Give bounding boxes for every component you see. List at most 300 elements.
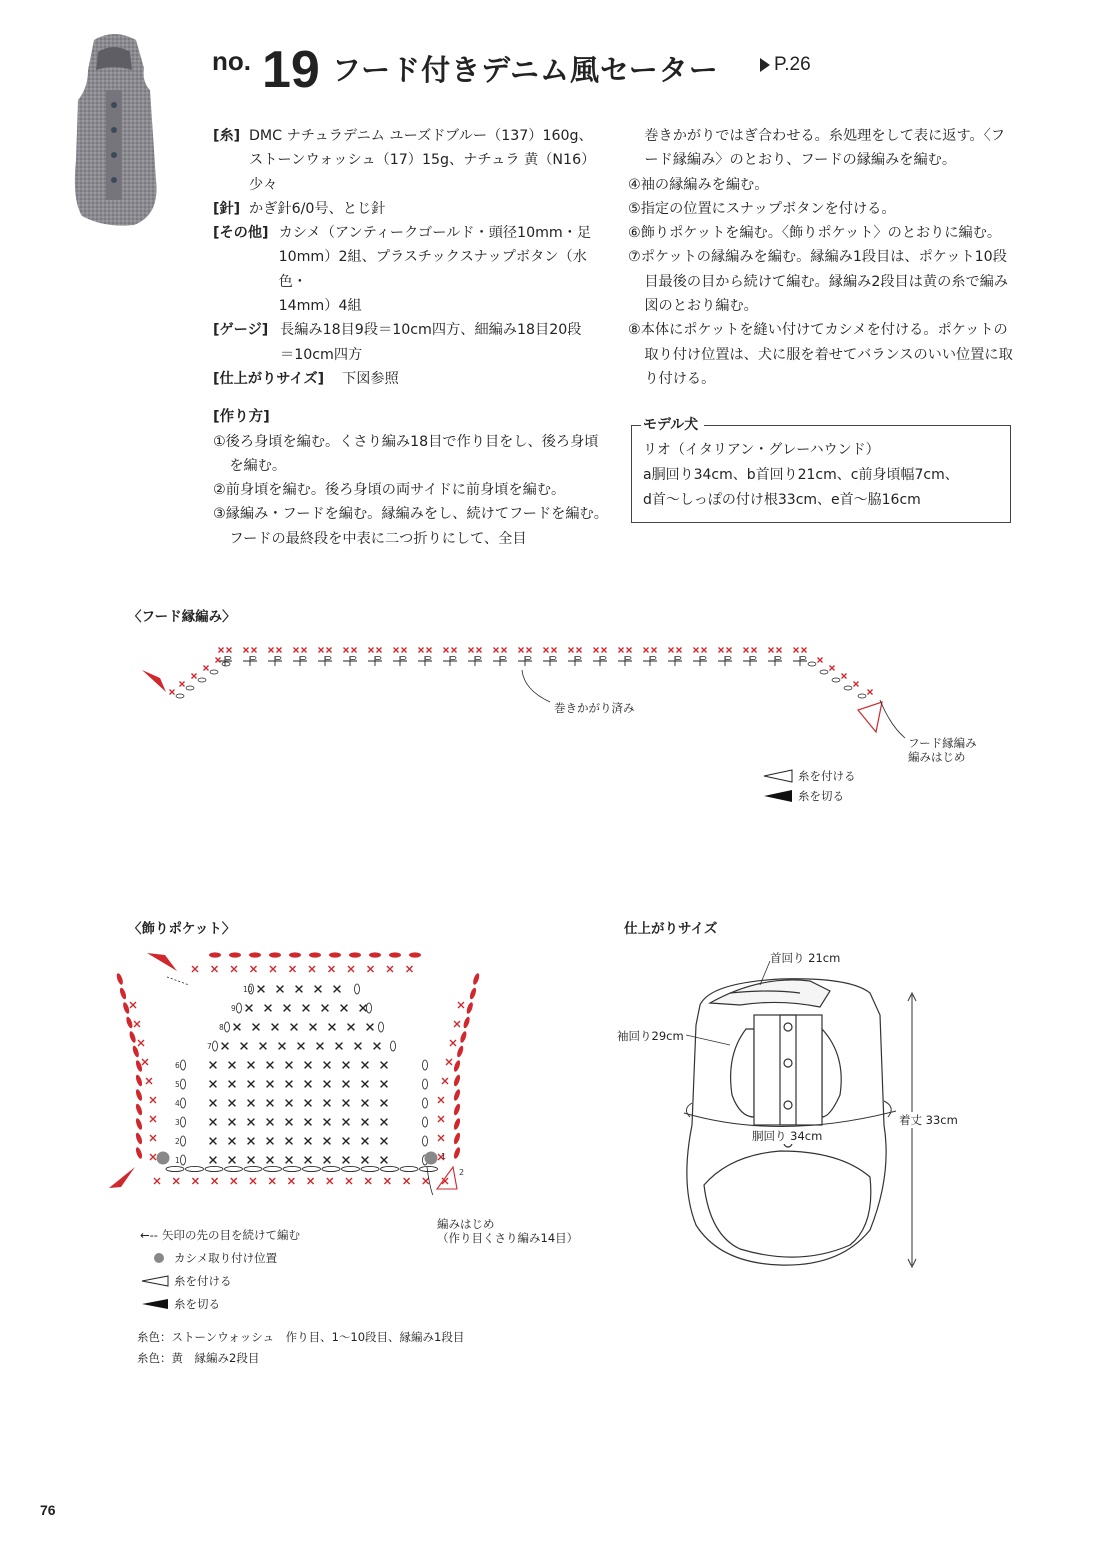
pocket-turning-chain: [379, 1022, 384, 1032]
pocket-stitch: [248, 1062, 255, 1069]
method-step: 巻きかがりではぎ合わせる。糸処理をして表に返す。〈フード縁編み〉のとおり、フードの縁編みを編む。: [644, 128, 1005, 169]
chest-arrow-right: [884, 1101, 891, 1117]
pocket-stitch: [267, 1062, 274, 1069]
pocket-stitch: [381, 1157, 388, 1164]
pocket-turning-chain: [213, 1041, 218, 1051]
hood-stitch-red: [369, 648, 374, 653]
stitch-chain: [119, 987, 128, 1000]
stitch-chain: [369, 952, 381, 957]
pocket-stitch: [286, 1062, 293, 1069]
method-step: ⑤指定の位置にスナップボタンを付ける。: [628, 200, 896, 217]
pocket-turning-chain: [181, 1098, 186, 1108]
method-heading: [作り方]: [213, 409, 270, 426]
pocket-stitch: [286, 1119, 293, 1126]
hood-chain: [222, 662, 230, 666]
stitch-chain: [456, 1045, 465, 1058]
pocket-foundation-chain: [303, 1166, 321, 1171]
stitch-chain: [122, 1002, 131, 1015]
hood-stitch-red: [627, 648, 632, 653]
pocket-stitch: [291, 1024, 298, 1031]
hood-stitch-red: [427, 648, 432, 653]
pocket-turning-chain: [423, 1136, 428, 1146]
legend-label: 矢印の先の目を続けて編む: [162, 1228, 300, 1242]
dashed-arrow-icon: ←--: [140, 1228, 158, 1242]
pocket-start-label: [437, 1217, 578, 1245]
hood-chain: [700, 656, 706, 659]
pocket-edge-stitch: [146, 1078, 152, 1084]
pocket-turning-chain: [225, 1022, 230, 1032]
pocket-edge-stitch: [458, 1002, 464, 1008]
pocket-stitch: [279, 1043, 286, 1050]
pocket-stitch: [343, 1062, 350, 1069]
pocket-legend: [140, 1224, 300, 1316]
pocket-stitch: [305, 1157, 312, 1164]
pocket-edge-stitch: [138, 1040, 144, 1046]
stitch-chain: [465, 1002, 474, 1015]
hood-stitch-red: [519, 648, 524, 653]
seam-label: 巻きかがり済み: [554, 701, 635, 715]
stitch-chain: [453, 1147, 462, 1160]
stitch-chain: [131, 1045, 140, 1058]
stitch-chain: [135, 1132, 144, 1145]
pocket-row-number: 3: [175, 1118, 180, 1127]
pocket-turning-chain: [367, 1003, 372, 1013]
hood-stitch-red: [594, 648, 599, 653]
pocket-stitch: [303, 1005, 310, 1012]
edge-row-label: 1: [441, 1152, 447, 1161]
pocket-row-number: 8: [219, 1023, 224, 1032]
method-step: ⑧本体にポケットを縫い付けてカシメを付ける。ポケットの取り付け位置は、犬に服を着せてバランスのいい位置に取り付ける。: [628, 322, 1013, 387]
pocket-foundation-chain: [381, 1166, 399, 1171]
pocket-stitch: [229, 1081, 236, 1088]
hood-stitch-red: [204, 666, 209, 671]
edge-row-label: 2: [459, 1168, 465, 1177]
pocket-stitch: [248, 1119, 255, 1126]
hood-stitch-red: [842, 674, 847, 679]
legend-row: [140, 1293, 300, 1316]
stitch-chain: [389, 952, 401, 957]
pocket-turning-chain: [181, 1136, 186, 1146]
pocket-foundation-chain: [205, 1166, 223, 1171]
spec-line: ストーンウォッシュ（17）15g、ナチュラ 黄（N16）: [249, 152, 596, 169]
pocket-edge-stitch: [212, 966, 218, 972]
stitch-chain: [409, 952, 421, 957]
hood-chain: [775, 656, 781, 659]
pocket-stitch: [305, 1100, 312, 1107]
pocket-stitch: [267, 1100, 274, 1107]
cut-yarn-icon: [762, 789, 794, 803]
stitch-chain: [459, 1031, 468, 1044]
pocket-edge-stitch: [192, 1178, 198, 1184]
stitch-chain: [135, 1147, 144, 1160]
pocket-edge-stitch: [438, 1135, 444, 1141]
pocket-stitch: [267, 1157, 274, 1164]
pocket-row-number: 1: [175, 1156, 180, 1165]
pocket-edge-stitch: [270, 966, 276, 972]
hood-stitch-red: [419, 648, 424, 653]
pocket-edge-stitch: [142, 1059, 148, 1065]
spec-other: [213, 221, 608, 318]
pocket-foundation-chain: [342, 1166, 360, 1171]
pocket-stitch: [248, 1138, 255, 1145]
title-no: no.: [212, 46, 251, 76]
hood-stitch-red: [192, 674, 197, 679]
pocket-stitch: [355, 1043, 362, 1050]
size-diagram-title: 仕上がりサイズ: [624, 921, 718, 937]
stitch-chain: [229, 952, 241, 957]
pocket-edge-stitch: [348, 966, 354, 972]
hood-stitch-red: [227, 648, 232, 653]
pocket-turning-chain: [181, 1060, 186, 1070]
method-step: ②前身頃を編む。後ろ身頃の両サイドに前身頃を編む。: [213, 482, 566, 499]
method-step: ④袖の縁編みを編む。: [628, 176, 769, 193]
pocket-edge-stitch: [150, 1135, 156, 1141]
method-continued: [628, 124, 1018, 391]
sleeve-size-label: 袖回り29cm: [617, 1029, 684, 1043]
pocket-stitch: [284, 1005, 291, 1012]
pocket-start-line: （作り目くさり編み14目）: [437, 1231, 579, 1245]
stitch-chain: [125, 1016, 134, 1029]
spec-key: [その他]: [213, 225, 269, 242]
stitch-chain: [453, 1103, 462, 1116]
hood-stitch-red: [830, 666, 835, 671]
pocket-edge-stitch: [173, 1178, 179, 1184]
spec-key: [ゲージ]: [213, 322, 269, 339]
stitch-chain: [135, 1103, 144, 1116]
pocket-stitch: [324, 1138, 331, 1145]
pocket-edge-stitch: [438, 1097, 444, 1103]
pocket-row-number: 7: [207, 1042, 212, 1051]
spec-key: [仕上がりサイズ]: [213, 370, 325, 387]
hood-chain: [844, 686, 852, 690]
stitch-chain: [453, 1132, 462, 1145]
hood-chain: [450, 656, 456, 659]
pocket-edge-stitch: [450, 1040, 456, 1046]
pocket-stitch: [210, 1062, 217, 1069]
pocket-stitch: [322, 1005, 329, 1012]
hood-start-line: フード縁編み: [908, 736, 977, 750]
pocket-stitch: [246, 1005, 253, 1012]
pocket-row-number: 9: [231, 1004, 236, 1013]
pocket-turning-chain: [181, 1117, 186, 1127]
hood-stitch-red: [752, 648, 757, 653]
hood-chain: [500, 656, 506, 659]
pocket-edge-stitch: [454, 1021, 460, 1027]
pocket-stitch: [210, 1081, 217, 1088]
hood-stitch-red: [302, 648, 307, 653]
hood-stitch-red: [277, 648, 282, 653]
pocket-stitch: [362, 1062, 369, 1069]
yarn-color-line: 糸色：黄 縁編み2段目: [137, 1351, 260, 1365]
page-reference[interactable]: [760, 54, 811, 76]
pocket-foundation-chain: [361, 1166, 379, 1171]
spec-line: カシメ（アンティークゴールド・頭径10mm・足: [278, 225, 592, 242]
pocket-stitch: [343, 1100, 350, 1107]
hood-chain: [725, 656, 731, 659]
title-number: 19: [262, 41, 320, 99]
pocket-edge-stitch: [384, 1178, 390, 1184]
stitch-chain: [453, 1074, 462, 1087]
pocket-row-number: 2: [175, 1137, 180, 1146]
pocket-stitch: [305, 1081, 312, 1088]
pocket-stitch: [286, 1100, 293, 1107]
pocket-stitch: [324, 1119, 331, 1126]
spec-yarn: [213, 124, 608, 197]
hood-stitch-red: [794, 648, 799, 653]
pocket-edge-stitch: [130, 1002, 136, 1008]
play-arrow-icon: [760, 58, 770, 72]
method-step: ⑦ポケットの縁編みを編む。縁編み1段目は、ポケット10段目最後の目から続けて編む。縁編み2段目は黄の糸で編み図のとおり編む。: [628, 249, 1009, 315]
stitch-chain: [249, 952, 261, 957]
pocket-stitch: [317, 1043, 324, 1050]
hood-chain: [350, 656, 356, 659]
size-diagram: [670, 945, 950, 1275]
spec-line: 10mm）2組、プラスチックスナップボタン（水色・: [278, 249, 587, 290]
spec-line: ＝10cm四方: [280, 346, 363, 363]
page-number: 76: [40, 1502, 56, 1518]
pocket-stitch: [298, 1043, 305, 1050]
attach-yarn-marker: [858, 702, 882, 732]
stitch-chain: [453, 1118, 462, 1131]
hood-stitch-red: [394, 648, 399, 653]
legend-label: 糸を切る: [174, 1297, 220, 1311]
pocket-turning-chain: [423, 1079, 428, 1089]
hood-stitch-red: [552, 648, 557, 653]
pocket-stitch: [367, 1024, 374, 1031]
hood-chain: [600, 656, 606, 659]
legend-label: 糸を付ける: [174, 1274, 232, 1288]
pocket-stitch: [241, 1043, 248, 1050]
pocket-stitch: [248, 1100, 255, 1107]
hood-stitch-red: [219, 648, 224, 653]
hood-stitch-red: [544, 648, 549, 653]
hood-stitch-red: [494, 648, 499, 653]
hood-stitch-red: [444, 648, 449, 653]
pocket-stitch: [258, 986, 265, 993]
pocket-stitch: [362, 1119, 369, 1126]
legend-label: カシメ取り付け位置: [174, 1251, 278, 1265]
pocket-foundation-chain: [244, 1166, 262, 1171]
pocket-foundation-chain: [400, 1166, 418, 1171]
pocket-stitch: [315, 986, 322, 993]
pocket-stitch: [229, 1157, 236, 1164]
pocket-stitch: [324, 1157, 331, 1164]
pocket-row-number: 5: [175, 1080, 180, 1089]
hood-chain: [675, 656, 681, 659]
hood-stitch-red: [269, 648, 274, 653]
hood-stitch-red: [352, 648, 357, 653]
spec-list: [213, 124, 608, 551]
snap-button: [784, 1101, 792, 1109]
hood-chain: [186, 686, 194, 690]
pocket-stitch: [248, 1081, 255, 1088]
pocket-stitch: [286, 1138, 293, 1145]
pocket-turning-chain: [423, 1060, 428, 1070]
pocket-stitch: [267, 1081, 274, 1088]
hood-stitch-red: [244, 648, 249, 653]
stitch-chain: [462, 1016, 471, 1029]
pocket-stitch: [362, 1081, 369, 1088]
hood-chain: [250, 656, 256, 659]
pocket-stitch: [229, 1119, 236, 1126]
hood-stitch-red: [694, 648, 699, 653]
legend-row: [140, 1224, 300, 1247]
rivet-position: [425, 1152, 438, 1165]
hood-stitch-red: [469, 648, 474, 653]
pocket-foundation-chain: [225, 1166, 243, 1171]
pocket-stitch: [343, 1119, 350, 1126]
hood-stitch-red: [527, 648, 532, 653]
pocket-stitch: [343, 1157, 350, 1164]
spec-line: 14mm）4組: [278, 298, 362, 315]
hood-stitch-red: [402, 648, 407, 653]
stitch-chain: [349, 952, 361, 957]
pocket-edge-stitch: [231, 966, 237, 972]
hood-stitch-red: [777, 648, 782, 653]
pocket-stitch: [305, 1138, 312, 1145]
pocket-stitch: [381, 1081, 388, 1088]
pocket-stitch: [305, 1062, 312, 1069]
pocket-edge-stitch: [327, 1178, 333, 1184]
pocket-foundation-chain: [283, 1166, 301, 1171]
stitch-chain: [209, 952, 221, 957]
pocket-stitch: [265, 1005, 272, 1012]
pocket-stitch: [362, 1157, 369, 1164]
hood-stitch-red: [377, 648, 382, 653]
pocket-turning-chain: [423, 1098, 428, 1108]
hood-stitch-red: [619, 648, 624, 653]
hood-chain: [575, 656, 581, 659]
hood-stitch-red: [769, 648, 774, 653]
stitch-chain: [453, 1060, 462, 1073]
pocket-stitch: [260, 1043, 267, 1050]
pocket-start-line: 編みはじめ: [437, 1217, 495, 1231]
model-dog-title: モデル犬: [641, 414, 704, 434]
cut-yarn-marker: [142, 670, 166, 692]
hood-stitch-red: [180, 682, 185, 687]
pocket-row-number: 6: [175, 1061, 180, 1070]
pocket-stitch: [362, 1138, 369, 1145]
pocket-stitch: [222, 1043, 229, 1050]
pocket-turning-chain: [391, 1041, 396, 1051]
pocket-stitch: [334, 986, 341, 993]
spec-line: 長編み18目9段＝10cm四方、細編み18目20段: [280, 322, 582, 339]
seam-leader: [522, 670, 550, 702]
page-reference-label: P.26: [774, 54, 811, 75]
hood-stitch-red: [477, 648, 482, 653]
pocket-stitch: [267, 1119, 274, 1126]
hood-chain: [475, 656, 481, 659]
hood-stitch-red: [652, 648, 657, 653]
hood-chain: [425, 656, 431, 659]
spec-key: [糸]: [213, 128, 241, 144]
legend-row: [140, 1270, 300, 1293]
pocket-edge-stitch: [309, 966, 315, 972]
hood-chain: [800, 656, 806, 659]
pocket-foundation-chain: [166, 1166, 184, 1171]
pocket-edge-stitch: [231, 1178, 237, 1184]
hood-chain: [625, 656, 631, 659]
neck-size-label: 首回り 21cm: [770, 951, 841, 965]
pocket-stitch: [277, 986, 284, 993]
attach-yarn-icon: [140, 1275, 170, 1287]
length-size-label: 着丈 33cm: [899, 1113, 958, 1127]
method-step: ③縁編み・フードを編む。縁編みをし、続けてフードを編む。フードの最終段を中表に二つ折りにして、全目: [213, 506, 608, 547]
hood-stitch-red: [170, 690, 175, 695]
spec-line: 少々: [249, 176, 278, 193]
pocket-stitch: [229, 1062, 236, 1069]
hood-chain: [400, 656, 406, 659]
pocket-stitch: [336, 1043, 343, 1050]
spec-key: [針]: [213, 200, 241, 217]
pocket-edge-stitch: [150, 1116, 156, 1122]
rivet-dot-icon: [154, 1253, 164, 1263]
pocket-edge-stitch: [329, 966, 335, 972]
pocket-stitch: [329, 1024, 336, 1031]
hood-stitch-red: [452, 648, 457, 653]
hood-chain: [750, 656, 756, 659]
hood-chain: [325, 656, 331, 659]
pocket-edge-stitch: [407, 966, 413, 972]
pocket-edge-stitch: [368, 966, 374, 972]
cut-yarn-marker: [109, 1167, 135, 1188]
hood-stitch-red: [602, 648, 607, 653]
pocket-stitch: [343, 1081, 350, 1088]
pocket-turning-chain: [355, 984, 360, 994]
hood-stitch-red: [216, 658, 221, 663]
pocket-edge-stitch: [150, 1154, 156, 1160]
snap-button: [784, 1023, 792, 1031]
pocket-row-number: 10: [243, 985, 253, 994]
attach-yarn-icon: [762, 769, 794, 783]
hood-chain: [375, 656, 381, 659]
body-size-label: 胴回り 34cm: [752, 1129, 823, 1143]
spec-line: かぎ針6/0号、とじ針: [249, 200, 386, 217]
garment-lower: [704, 1151, 871, 1257]
pocket-foundation-chain: [186, 1166, 204, 1171]
pocket-edge-stitch: [346, 1178, 352, 1184]
hood-stitch-red: [868, 690, 873, 695]
hood-chain: [858, 694, 866, 698]
hood-stitch-red: [677, 648, 682, 653]
pocket-stitch: [210, 1138, 217, 1145]
spec-line: 下図参照: [342, 370, 399, 387]
pocket-stitch: [381, 1138, 388, 1145]
legend-cut-label: 糸を切る: [798, 789, 844, 803]
hood-chain: [832, 678, 840, 682]
stitch-chain: [115, 973, 124, 986]
pocket-stitch: [229, 1138, 236, 1145]
stitch-chain: [135, 1089, 144, 1102]
hood-stitch-red: [344, 648, 349, 653]
cut-yarn-icon: [140, 1298, 170, 1310]
stitch-chain: [469, 987, 478, 1000]
hood-edging-chart: [130, 630, 910, 740]
legend-attach-label: 糸を付ける: [798, 769, 856, 783]
hood-stitch-red: [327, 648, 332, 653]
pocket-stitch: [272, 1024, 279, 1031]
pocket-stitch: [324, 1081, 331, 1088]
pocket-turning-chain: [181, 1079, 186, 1089]
pocket-edge-stitch: [154, 1178, 160, 1184]
pocket-stitch: [381, 1100, 388, 1107]
rivet-position: [157, 1152, 170, 1165]
pocket-foundation-chain: [420, 1166, 438, 1171]
hood-chain: [550, 656, 556, 659]
hood-stitch-red: [719, 648, 724, 653]
stitch-chain: [269, 952, 281, 957]
pocket-stitch: [324, 1062, 331, 1069]
